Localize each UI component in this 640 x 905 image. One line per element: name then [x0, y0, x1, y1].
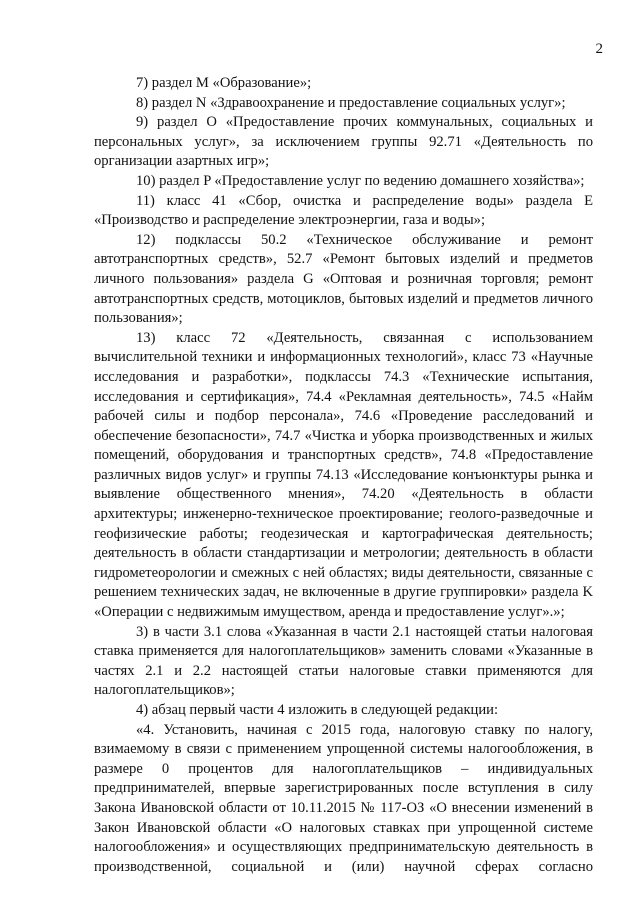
paragraph-item-8: 8) раздел N «Здравоохранение и предоставление социальных услуг»;: [136, 94, 566, 111]
paragraph-amendment-3: 3) в части 3.1 слова «Указанная в части 2.1 настоящей статьи налоговая ставка применяется для налогоплательщиков» заменить словами «Указанные в частях 2.1 и 2.2 настоящей статьи налоговые ставки применяются для налогоплательщиков»;: [94, 623, 593, 699]
paragraph-item-7: 7) раздел M «Образование»;: [136, 75, 312, 91]
page-number: 2: [595, 41, 603, 57]
paragraph-quoted-part-4: «4. Установить, начиная с 2015 года, налоговую ставку по налогу, взимаемому в связи с применением упрощенной системы налогообложения, в размере 0 процентов для налогоплательщиков – индивидуальных предпринимателей, впервые зарегистрированных после вступления в силу Закона Ивановской области от 10.11.2015 № 117-ОЗ «О внесении изменений в Закон Ивановской области «О налоговых ставках при упрощенной системе налогообложения» и осуществляющих предпринимательскую деятельность в производственной, социальной и (или) научной сферах согласно: [94, 721, 593, 875]
paragraph-amendment-4: 4) абзац первый части 4 изложить в следующей редакции:: [136, 702, 499, 718]
paragraph-item-9: 9) раздел O «Предоставление прочих коммунальных, социальных и персональных услуг», за исключением группы 92.71 «Деятельность по организации азартных игр»;: [94, 114, 593, 170]
paragraph-item-11: 11) класс 41 «Сбор, очистка и распределение воды» раздела E «Производство и распределение электроэнергии, газа и воды»;: [94, 192, 593, 229]
document-body: [94, 74, 593, 877]
paragraph-item-12: 12) подклассы 50.2 «Техническое обслуживание и ремонт автотранспортных средств», 52.7 «Ремонт бытовых изделий и предметов личного пользования» раздела G «Оптовая и розничная торговля; ремонт автотранспортных средств, мотоциклов, бытовых изделий и предметов личного пользования»;: [94, 231, 593, 327]
paragraph-item-10: 10) раздел P «Предоставление услуг по ведению домашнего хозяйства»;: [136, 172, 585, 189]
paragraph-item-13: 13) класс 72 «Деятельность, связанная с использованием вычислительной техники и информационных технологий», класс 73 «Научные исследования и разработки», подклассы 74.3 «Технические испытания, исследования и сертификация», 74.4 «Рекламная деятельность», 74.5 «Найм рабочей силы и подбор персонала», 74.6 «Проведение расследований и обеспечение безопасности», 74.7 «Чистка и уборка производственных и жилых помещений, оборудования и транспортных средств», 74.8 «Предоставление различных видов услуг» и группы 74.13 «Исследование конъюнктуры рынка и выявление общественного мнения», 74.20 «Деятельность в области архитектуры; инженерно-техническое проектирование; геолого-разведочные и геофизические работы; геодезическая и картографическая деятельность; деятельность в области стандартизации и метрологии; деятельность в области гидрометеорологии и смежных с ней областях; виды деятельности, связанные с решением технических задач, не включенные в другие группировки» раздела K «Операции с недвижимым имуществом, аренда и предоставление услуг».»;: [94, 329, 593, 621]
